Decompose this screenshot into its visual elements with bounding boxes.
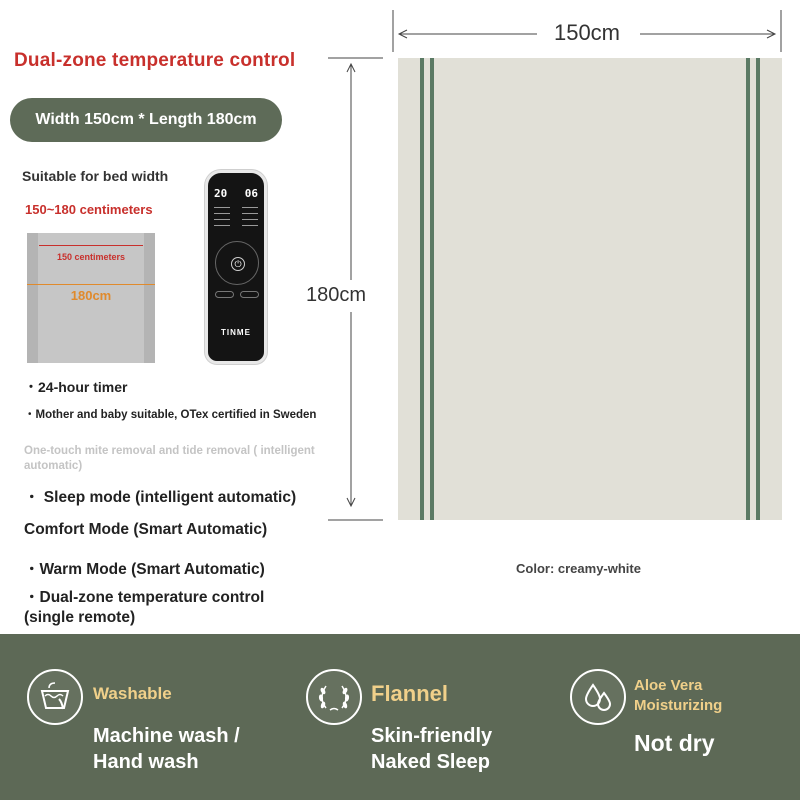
bed-width-range: 150~180 centimeters bbox=[25, 202, 153, 217]
bed-width-label: Suitable for bed width bbox=[22, 168, 169, 184]
power-icon: ⏻ bbox=[231, 257, 245, 271]
right-stripe-outer bbox=[756, 58, 760, 520]
page-title: Dual-zone temperature control bbox=[14, 50, 296, 71]
color-label: Color: creamy-white bbox=[516, 561, 641, 576]
left-stripe-outer bbox=[420, 58, 424, 520]
laurel-wreath-icon bbox=[306, 669, 362, 725]
benefit-washable-line2: Hand wash bbox=[93, 751, 199, 773]
feature-timer: ・24-hour timer bbox=[24, 379, 128, 395]
feature-mother-baby: ・Mother and baby suitable, OTex certified in Sweden bbox=[24, 409, 317, 421]
left-stripe-inner bbox=[430, 58, 434, 520]
benefits-band bbox=[0, 634, 800, 800]
wash-basin-icon bbox=[27, 669, 83, 725]
benefit-aloe-line1: Not dry bbox=[634, 730, 715, 756]
left-zone-temp: 20 bbox=[214, 187, 228, 200]
diagram-length-label: 180cm bbox=[70, 288, 112, 303]
benefit-flannel-line1: Skin-friendly bbox=[371, 725, 493, 747]
benefit-aloe-title-line1: Aloe Vera bbox=[634, 677, 703, 694]
remote-brand: TINME bbox=[221, 328, 251, 337]
right-zone-temp: 06 bbox=[244, 187, 258, 200]
feature-sleep-mode: ・ Sleep mode (intelligent automatic) bbox=[24, 489, 297, 506]
diagram-width-label: 150 centimeters bbox=[56, 252, 126, 262]
feature-warm-mode: ・Warm Mode (Smart Automatic) bbox=[24, 561, 265, 578]
water-drops-icon bbox=[570, 669, 626, 725]
blanket-image bbox=[398, 58, 782, 520]
benefit-flannel-title: Flannel bbox=[371, 681, 449, 706]
benefit-aloe-title-line2: Moisturizing bbox=[634, 697, 723, 714]
benefit-washable-line1: Machine wash / bbox=[93, 725, 240, 747]
feature-comfort-mode: Comfort Mode (Smart Automatic) bbox=[24, 521, 268, 538]
size-badge: Width 150cm * Length 180cm bbox=[10, 98, 282, 142]
benefit-washable-title: Washable bbox=[93, 684, 172, 703]
feature-dual-zone: ・Dual-zone temperature control (single remote) bbox=[24, 589, 265, 626]
right-stripe-inner bbox=[746, 58, 750, 520]
feature-mite-removal: One-touch mite removal and tide removal ( intelligent automatic) bbox=[24, 445, 315, 472]
benefit-flannel-line2: Naked Sleep bbox=[371, 751, 490, 773]
length-dimension-label: 180cm bbox=[306, 284, 367, 306]
width-dimension-label: 150cm bbox=[553, 20, 621, 45]
